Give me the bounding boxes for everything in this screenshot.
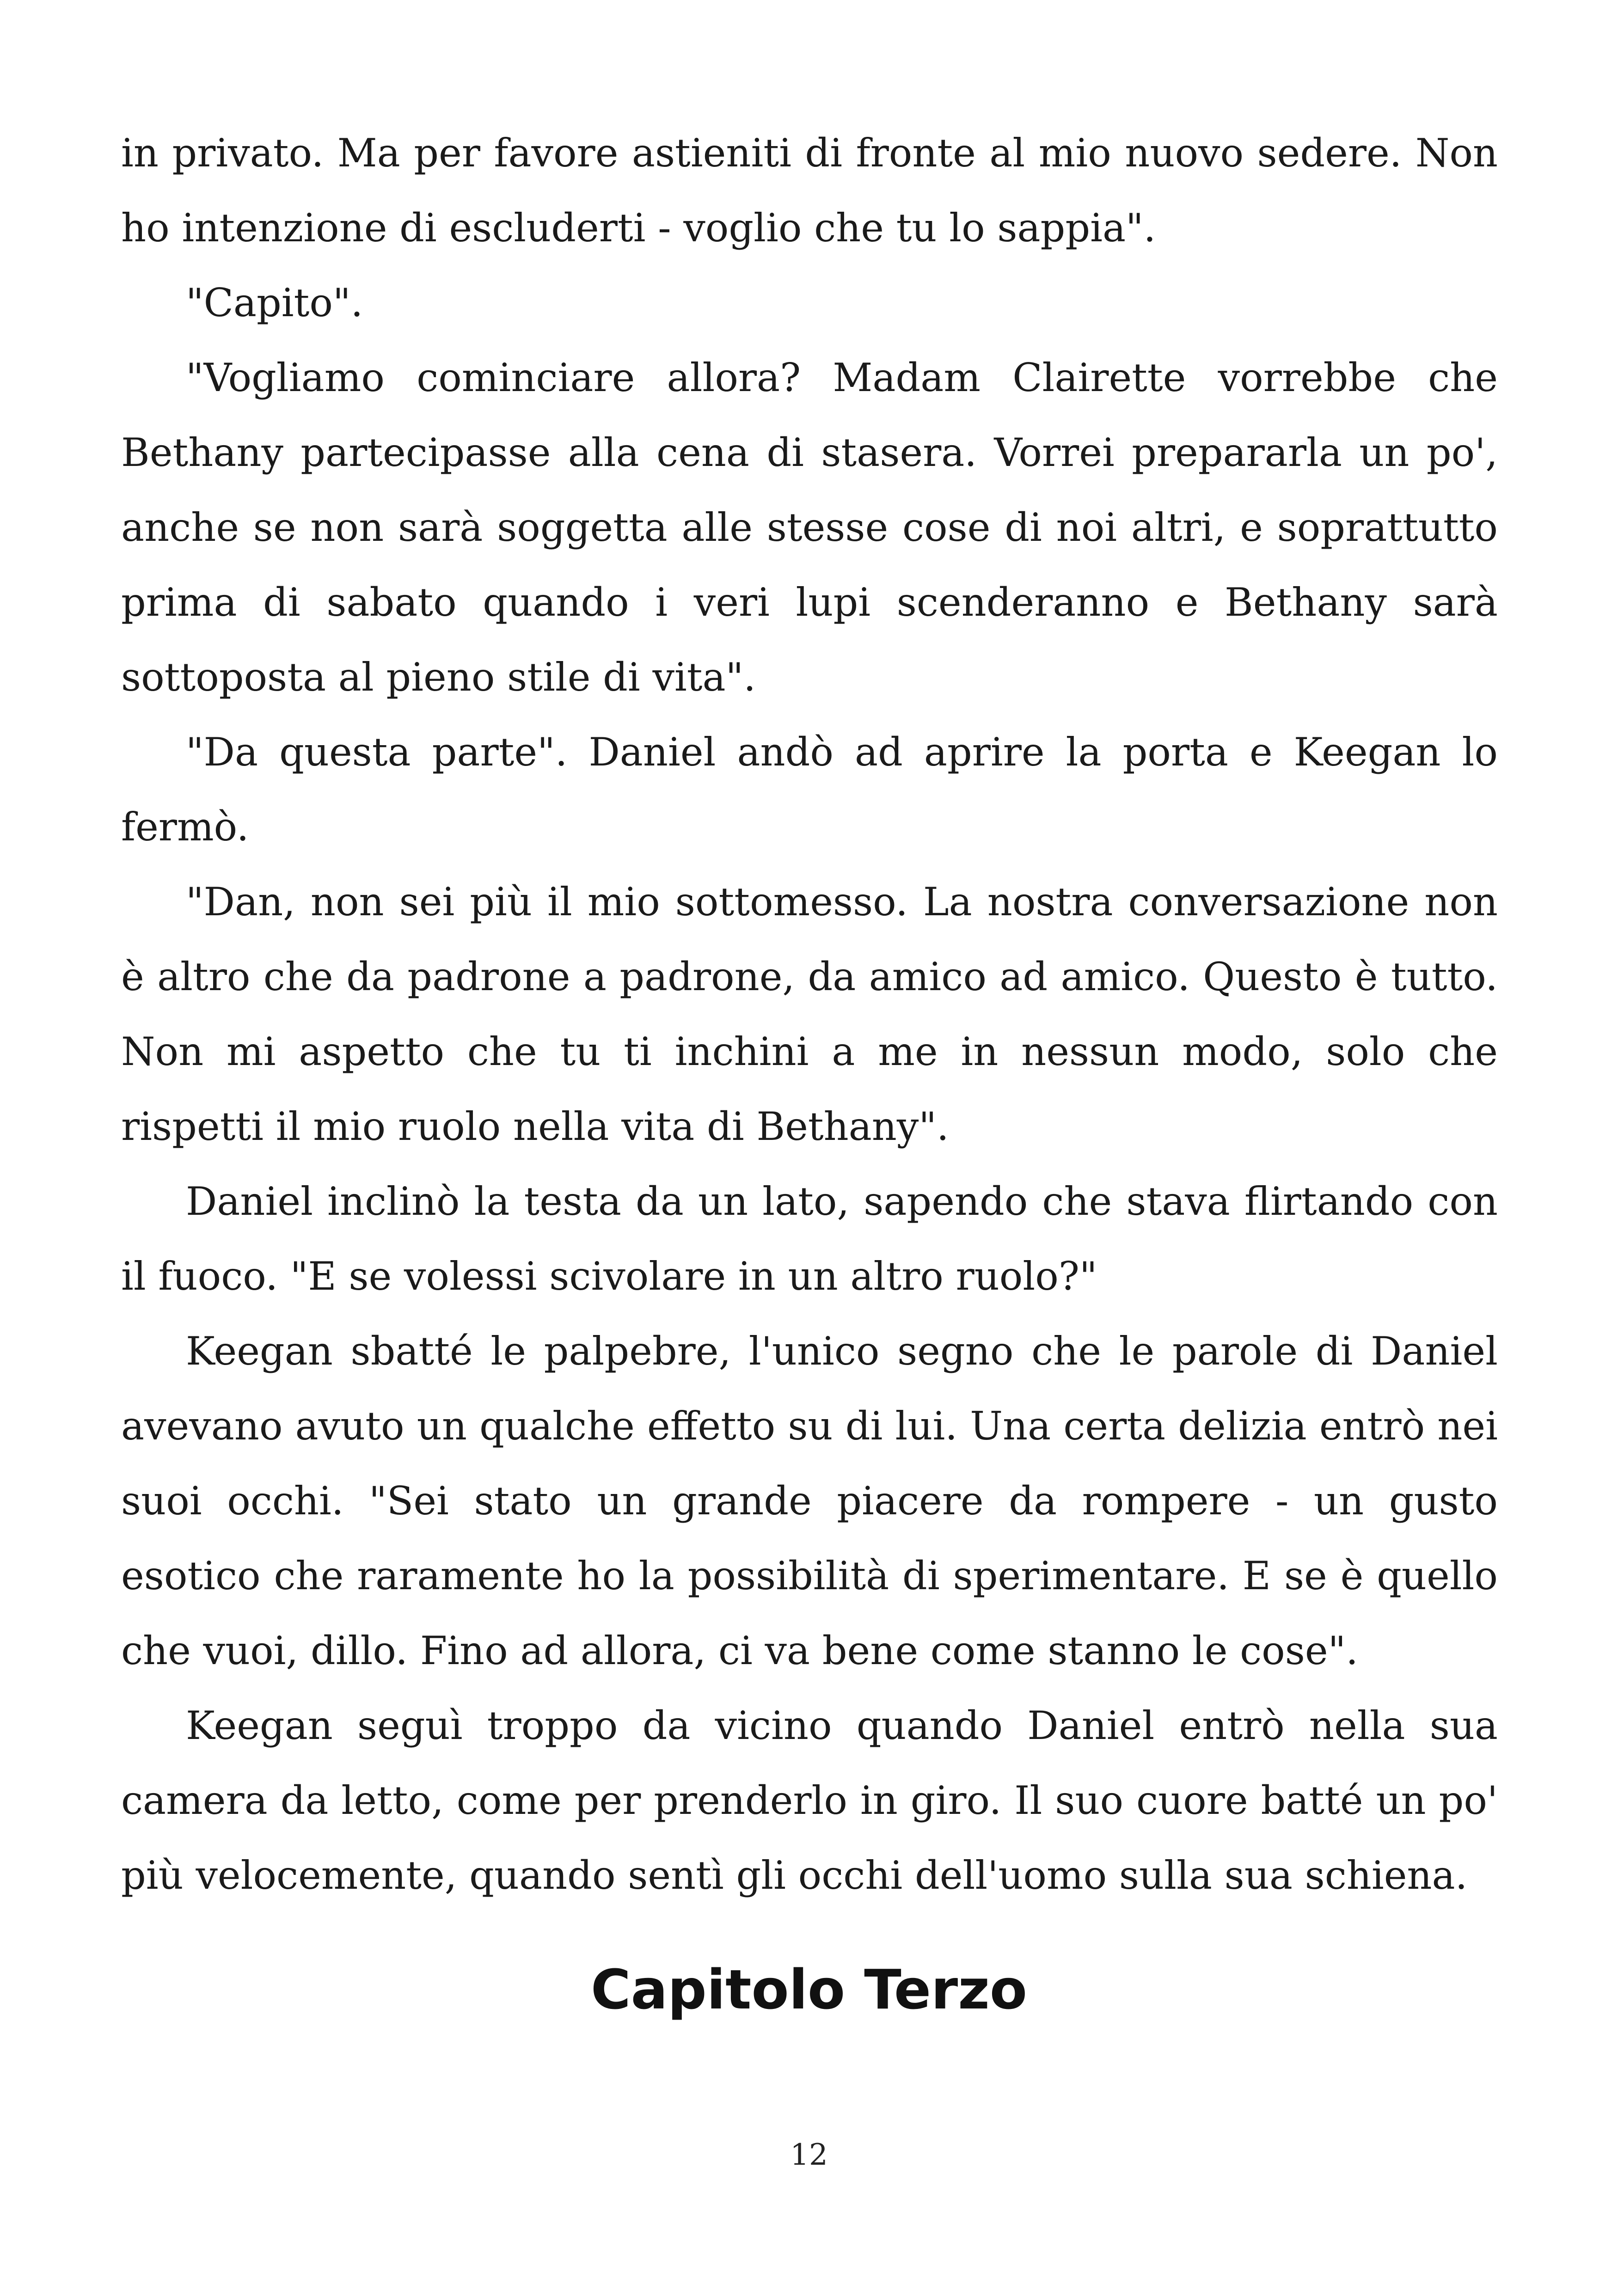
paragraph: Keegan seguì troppo da vicino quando Daniel entrò nella sua camera da letto, come per prenderlo in giro. Il suo cuore batté un po' più velocemente, quando sentì gli occhi dell'uomo sulla sua schiena. (121, 1703, 1498, 1898)
paragraph: in privato. Ma per favore astieniti di fronte al mio nuovo sedere. Non ho intenzione di escluderti - voglio che tu lo sappia". (121, 130, 1498, 251)
paragraph: "Capito". (186, 280, 363, 325)
page-body (121, 116, 1498, 1913)
page-number: 12 (790, 2138, 828, 2172)
paragraph: "Dan, non sei più il mio sottomesso. La nostra conversazione non è altro che da padrone a padrone, da amico ad amico. Questo è tutto. Non mi aspetto che tu ti inchini a me in nessun modo, solo che rispetti il mio ruolo nella vita di Bethany". (121, 879, 1498, 1149)
body-text (121, 116, 1498, 1913)
paragraph: Daniel inclinò la testa da un lato, sapendo che stava flirtando con il fuoco. "E se volessi scivolare in un altro ruolo?" (121, 1179, 1498, 1299)
paragraph: "Da questa parte". Daniel andò ad aprire la porta e Keegan lo fermò. (121, 729, 1498, 850)
paragraph: Keegan sbatté le palpebre, l'unico segno che le parole di Daniel avevano avuto un qualche effetto su di lui. Una certa delizia entrò nei suoi occhi. "Sei stato un grande piacere da rompere - un gusto esotico che raramente ho la possibilità di sperimentare. E se è quello che vuoi, dillo. Fino ad allora, ci va bene come stanno le cose". (121, 1329, 1498, 1673)
chapter-title: Capitolo Terzo (591, 1958, 1027, 2021)
paragraph: "Vogliamo cominciare allora? Madam Clairette vorrebbe che Bethany partecipasse alla cena di stasera. Vorrei prepararla un po', anche se non sarà soggetta alle stesse cose di noi altri, e soprattutto prima di sabato quando i veri lupi scenderanno e Bethany sarà sottoposta al pieno stile di vita". (121, 355, 1498, 700)
